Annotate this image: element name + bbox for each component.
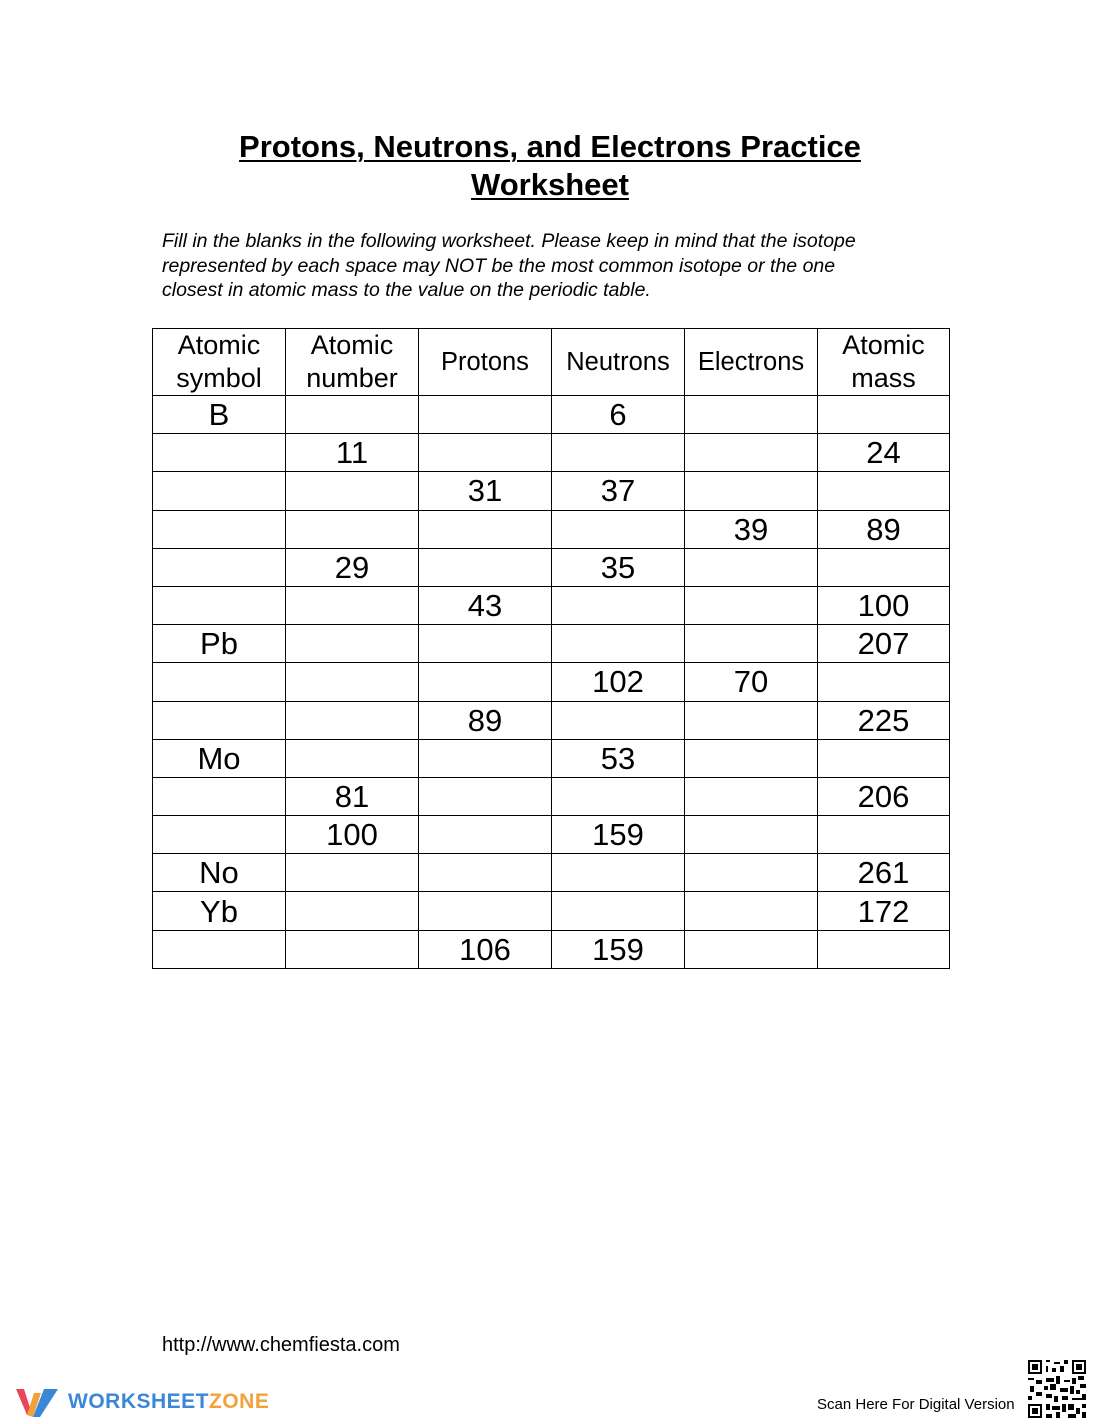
cell-neutrons[interactable] [552,510,685,548]
cell-atomic-number[interactable] [286,739,419,777]
table-row [153,663,950,701]
cell-atomic-number: 11 [286,434,419,472]
page-title [0,128,1100,204]
header-neutrons: Neutrons [552,329,685,396]
cell-neutrons: 6 [552,396,685,434]
cell-neutrons: 159 [552,930,685,968]
cell-protons[interactable] [419,510,552,548]
cell-atomic-symbol[interactable] [153,701,286,739]
title-line-1: Protons, Neutrons, and Electrons Practice [239,129,861,164]
cell-atomic-mass: 24 [818,434,950,472]
cell-atomic-mass[interactable] [818,396,950,434]
cell-atomic-symbol[interactable] [153,663,286,701]
cell-protons[interactable] [419,625,552,663]
cell-atomic-number[interactable] [286,854,419,892]
cell-neutrons[interactable] [552,625,685,663]
cell-atomic-mass: 172 [818,892,950,930]
source-url[interactable]: http://www.chemfiesta.com [162,1334,400,1356]
cell-atomic-number[interactable] [286,396,419,434]
cell-electrons[interactable] [685,396,818,434]
brand-name: WORKSHEETZONE [68,1390,270,1413]
cell-electrons[interactable] [685,548,818,586]
cell-protons[interactable] [419,854,552,892]
cell-atomic-symbol: Mo [153,739,286,777]
scan-text: Scan Here For Digital Version [817,1396,1015,1413]
cell-neutrons: 53 [552,739,685,777]
qr-code-icon[interactable] [1028,1360,1086,1418]
table-row [153,472,950,510]
table-row [153,586,950,624]
brand [14,1384,269,1420]
cell-atomic-symbol[interactable] [153,510,286,548]
cell-atomic-number[interactable] [286,586,419,624]
cell-atomic-symbol: Pb [153,625,286,663]
cell-protons: 89 [419,701,552,739]
cell-electrons[interactable] [685,586,818,624]
table-row [153,510,950,548]
cell-atomic-mass: 100 [818,586,950,624]
cell-atomic-number: 81 [286,777,419,815]
instructions-text: Fill in the blanks in the following worksheet. Please keep in mind that the isotope represented by each space may NOT be the most common isotope or the one closest in atomic mass to the value on the periodic table. [162,230,856,301]
cell-neutrons: 102 [552,663,685,701]
cell-protons[interactable] [419,739,552,777]
cell-neutrons[interactable] [552,777,685,815]
cell-atomic-symbol: Yb [153,892,286,930]
cell-electrons: 39 [685,510,818,548]
cell-atomic-number[interactable] [286,930,419,968]
table-row [153,777,950,815]
table-row [153,816,950,854]
cell-neutrons: 37 [552,472,685,510]
cell-electrons[interactable] [685,777,818,815]
header-protons: Protons [419,329,552,396]
cell-electrons[interactable] [685,816,818,854]
cell-atomic-mass[interactable] [818,816,950,854]
cell-neutrons: 35 [552,548,685,586]
table-row [153,854,950,892]
table-row [153,930,950,968]
table-row [153,434,950,472]
cell-electrons: 70 [685,663,818,701]
table-row [153,548,950,586]
cell-atomic-number[interactable] [286,701,419,739]
cell-neutrons[interactable] [552,892,685,930]
cell-electrons[interactable] [685,434,818,472]
header-atomic-symbol: Atomic symbol [153,329,286,396]
cell-atomic-mass[interactable] [818,548,950,586]
cell-protons[interactable] [419,548,552,586]
cell-protons[interactable] [419,777,552,815]
cell-atomic-symbol[interactable] [153,930,286,968]
table-row [153,701,950,739]
cell-atomic-mass[interactable] [818,930,950,968]
cell-protons[interactable] [419,434,552,472]
cell-atomic-symbol: B [153,396,286,434]
cell-atomic-mass[interactable] [818,739,950,777]
cell-atomic-symbol[interactable] [153,777,286,815]
cell-atomic-mass: 207 [818,625,950,663]
header-atomic-mass: Atomic mass [818,329,950,396]
cell-electrons[interactable] [685,625,818,663]
cell-electrons[interactable] [685,701,818,739]
cell-electrons[interactable] [685,930,818,968]
cell-neutrons[interactable] [552,701,685,739]
cell-protons[interactable] [419,663,552,701]
cell-atomic-mass[interactable] [818,472,950,510]
header-row [153,329,950,396]
cell-atomic-symbol[interactable] [153,586,286,624]
cell-atomic-symbol[interactable] [153,548,286,586]
cell-protons: 43 [419,586,552,624]
cell-atomic-symbol: No [153,854,286,892]
cell-protons[interactable] [419,816,552,854]
cell-atomic-symbol[interactable] [153,472,286,510]
cell-atomic-symbol[interactable] [153,434,286,472]
cell-atomic-mass: 225 [818,701,950,739]
header-atomic-number: Atomic number [286,329,419,396]
cell-neutrons[interactable] [552,854,685,892]
cell-protons[interactable] [419,892,552,930]
cell-atomic-number: 100 [286,816,419,854]
table-body [153,396,950,969]
cell-atomic-number[interactable] [286,510,419,548]
cell-atomic-mass: 206 [818,777,950,815]
cell-protons: 31 [419,472,552,510]
cell-atomic-number[interactable] [286,663,419,701]
table-row [153,396,950,434]
cell-atomic-number[interactable] [286,472,419,510]
cell-protons: 106 [419,930,552,968]
cell-neutrons[interactable] [552,434,685,472]
cell-electrons[interactable] [685,854,818,892]
cell-electrons[interactable] [685,472,818,510]
header-electrons: Electrons [685,329,818,396]
worksheet-table [152,328,950,969]
worksheetzone-logo-icon [14,1385,60,1419]
title-line-2: Worksheet [471,167,629,202]
cell-protons[interactable] [419,396,552,434]
table-row [153,892,950,930]
cell-atomic-mass[interactable] [818,663,950,701]
cell-atomic-mass: 261 [818,854,950,892]
cell-neutrons[interactable] [552,586,685,624]
cell-atomic-mass: 89 [818,510,950,548]
cell-electrons[interactable] [685,739,818,777]
cell-atomic-number[interactable] [286,892,419,930]
cell-neutrons: 159 [552,816,685,854]
cell-atomic-number[interactable] [286,625,419,663]
cell-electrons[interactable] [685,892,818,930]
table-row [153,739,950,777]
cell-atomic-number: 29 [286,548,419,586]
table-row [153,625,950,663]
cell-atomic-symbol[interactable] [153,816,286,854]
